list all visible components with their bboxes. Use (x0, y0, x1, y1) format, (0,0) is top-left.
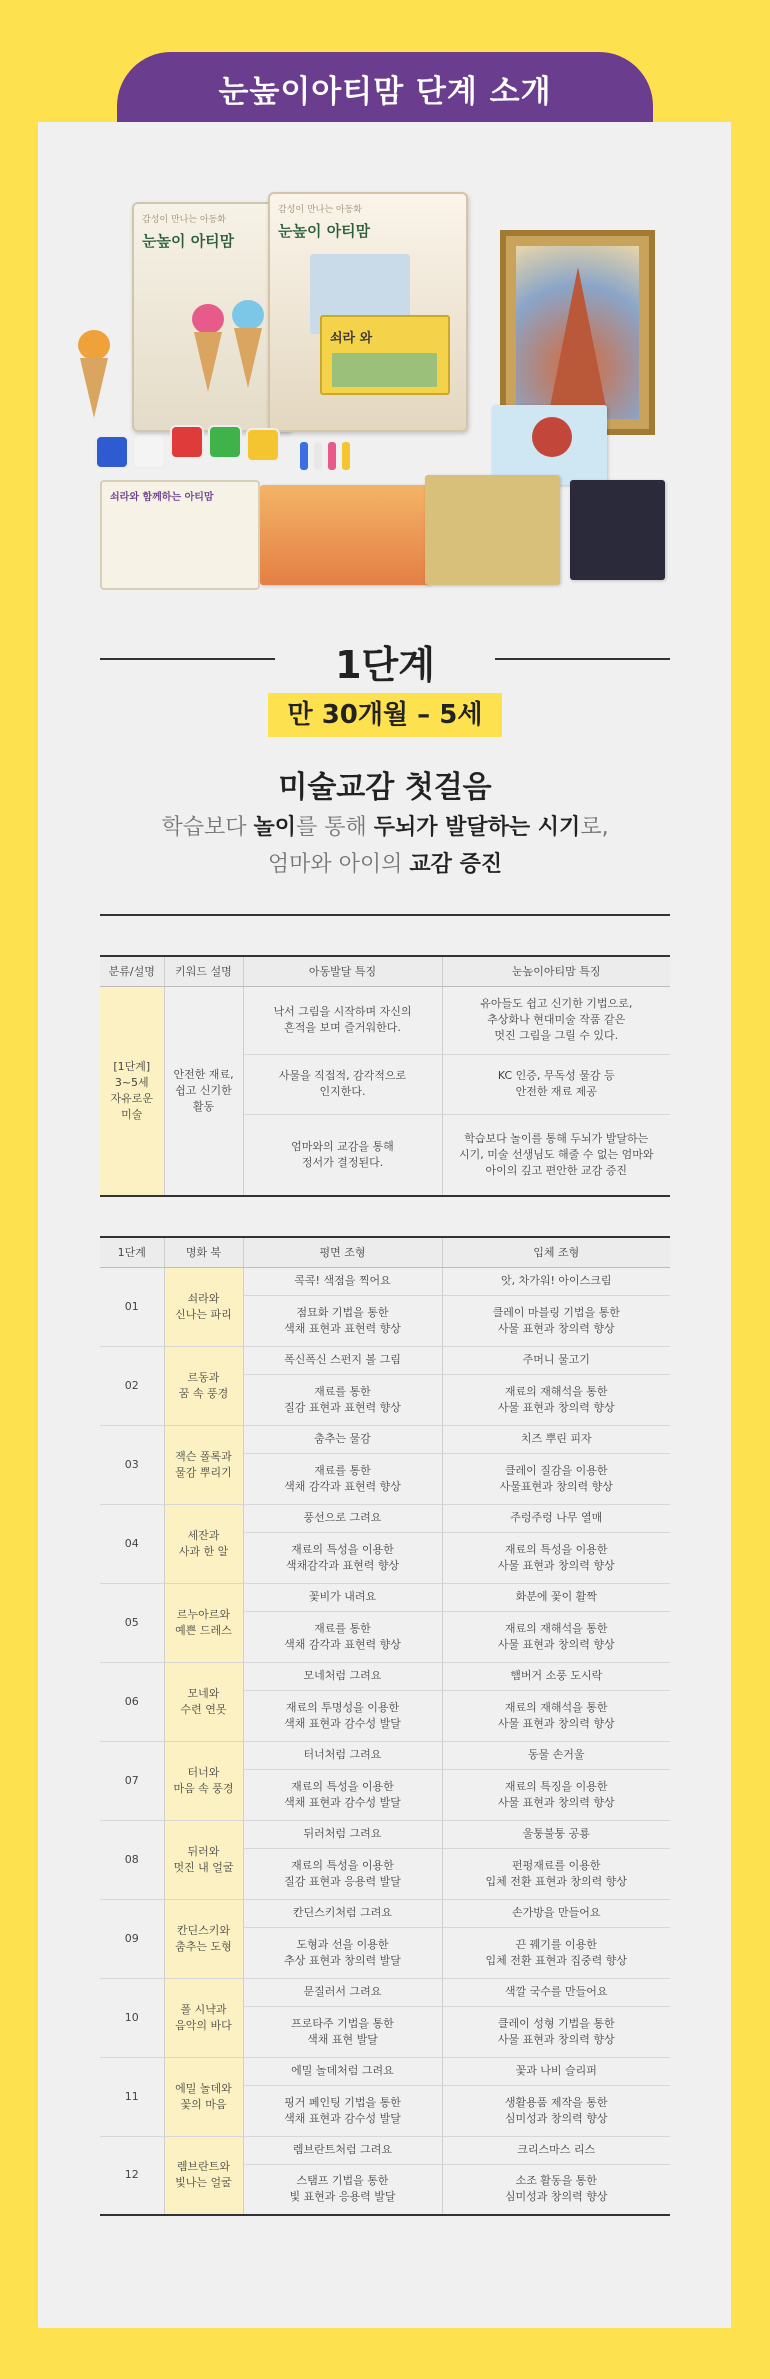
flat-activity-desc: 점묘화 기법을 통한 색채 표현과 표현력 향상 (243, 1295, 442, 1346)
table-row (100, 1346, 670, 1374)
lesson-book: 폴 시냑과 음악의 바다 (164, 1978, 243, 2057)
table-header: 평면 조형 (243, 1237, 442, 1267)
age-badge: 만 30개월 – 5세 (268, 693, 502, 737)
table-header: 입체 조형 (442, 1237, 670, 1267)
ice-cream-cone (194, 332, 222, 392)
night-painting (570, 480, 665, 580)
flat-activity-desc: 재료의 특성을 이용한 색채감각과 표현력 향상 (243, 1532, 442, 1583)
curriculum-table (100, 1236, 670, 2216)
tree-painting (492, 405, 607, 485)
lesson-book: 터너와 마음 속 풍경 (164, 1741, 243, 1820)
solid-activity-desc: 클레이 성형 기법을 통한 사물 표현과 창의력 향상 (442, 2006, 670, 2057)
lesson-number: 05 (100, 1583, 164, 1662)
flat-activity-desc: 재료를 통한 질감 표현과 표현력 향상 (243, 1374, 442, 1425)
table-header: 아동발달 특징 (243, 956, 442, 986)
solid-activity-title: 햄버거 소풍 도시락 (442, 1662, 670, 1690)
table-header: 분류/설명 (100, 956, 164, 986)
paint-jar-blue (95, 435, 129, 469)
ice-cream-scoop (232, 300, 264, 330)
solid-activity-title: 손가방을 만들어요 (442, 1899, 670, 1927)
solid-activity-title: 화분에 꽃이 활짝 (442, 1583, 670, 1611)
lesson-number: 09 (100, 1899, 164, 1978)
lesson-book: 에밀 놀데와 꽃의 마음 (164, 2057, 243, 2136)
solid-activity-title: 주머니 물고기 (442, 1346, 670, 1374)
flat-activity-title: 춤추는 물감 (243, 1425, 442, 1453)
marker-pen (342, 442, 350, 470)
solid-activity-desc: 재료의 재해석을 통한 사물 표현과 창의력 향상 (442, 1690, 670, 1741)
paint-jar-red (170, 425, 204, 459)
table-header: 명화 북 (164, 1237, 243, 1267)
lesson-book: 르누아르와 예쁜 드레스 (164, 1583, 243, 1662)
solid-activity-title: 크리스마스 리스 (442, 2136, 670, 2164)
tower-craft (425, 475, 560, 585)
step-description-2: 엄마와 아이의 교감 증진 (267, 852, 503, 877)
solid-activity-title: 색깔 국수를 만들어요 (442, 1978, 670, 2006)
solid-activity-desc: 클레이 질감을 이용한 사물표현과 창의력 향상 (442, 1453, 670, 1504)
flat-activity-title: 문질러서 그려요 (243, 1978, 442, 2006)
table-row (100, 1741, 670, 1769)
keyword-cell: 안전한 재료, 쉽고 신기한 활동 (164, 986, 243, 1196)
table-row (100, 1504, 670, 1532)
flat-activity-desc: 재료의 특성을 이용한 색채 표현과 감수성 발달 (243, 1769, 442, 1820)
lesson-number: 04 (100, 1504, 164, 1583)
clay-icecream (78, 330, 110, 360)
table-row (100, 1899, 670, 1927)
flat-activity-title: 렘브란트처럼 그려요 (243, 2136, 442, 2164)
solid-activity-desc: 재료의 재해석을 통한 사물 표현과 창의력 향상 (442, 1611, 670, 1662)
lesson-number: 07 (100, 1741, 164, 1820)
package-title: 눈높이 아티맘 (142, 232, 235, 250)
package-subtitle: 감성이 만나는 아동화 (142, 215, 226, 225)
flat-activity-desc: 프로타주 기법을 통한 색채 표현 발달 (243, 2006, 442, 2057)
picture-book (320, 315, 450, 395)
flat-activity-desc: 재료의 투명성을 이용한 색채 표현과 감수성 발달 (243, 1690, 442, 1741)
marker-pen (314, 442, 322, 470)
flat-activity-title: 풍선으로 그려요 (243, 1504, 442, 1532)
table-row (100, 1662, 670, 1690)
table-header-row (100, 1237, 670, 1267)
lesson-book: 렘브란트와 빛나는 얼굴 (164, 2136, 243, 2215)
feature-cell: 학습보다 놀이를 통해 두뇌가 발달하는 시기, 미술 선생님도 해줄 수 없는 엄마와 아이의 깊고 편안한 교감 증진 (442, 1114, 670, 1196)
lesson-number: 10 (100, 1978, 164, 2057)
table-header: 키워드 설명 (164, 956, 243, 986)
flat-activity-title: 콕콕! 색점을 찍어요 (243, 1267, 442, 1295)
solid-activity-title: 치즈 뿌린 피자 (442, 1425, 670, 1453)
table-header: 1단계 (100, 1237, 164, 1267)
package-title: 눈높이 아티맘 (278, 222, 371, 240)
solid-activity-title: 동물 손거울 (442, 1741, 670, 1769)
table-row (100, 2057, 670, 2085)
development-cell: 낙서 그림을 시작하며 자신의 흔적을 보며 즐거워한다. (243, 986, 442, 1054)
flat-activity-desc: 도형과 선을 이용한 추상 표현과 창의력 발달 (243, 1927, 442, 1978)
lesson-number: 12 (100, 2136, 164, 2215)
solid-activity-desc: 클레이 마블링 기법을 통한 사물 표현과 창의력 향상 (442, 1295, 670, 1346)
flat-activity-title: 에밀 놀데처럼 그려요 (243, 2057, 442, 2085)
table-row (100, 1267, 670, 1295)
table-row (100, 1978, 670, 2006)
lesson-book: 칸딘스키와 춤추는 도형 (164, 1899, 243, 1978)
solid-activity-desc: 재료의 재해석을 통한 사물 표현과 창의력 향상 (442, 1374, 670, 1425)
step-title: 1단계 (335, 643, 435, 687)
section-divider (100, 914, 670, 916)
paint-jar-white (132, 435, 166, 469)
step-heading (100, 628, 670, 688)
solid-activity-desc: 재료의 특성을 이용한 사물 표현과 창의력 향상 (442, 1532, 670, 1583)
activity-leaflet (100, 480, 260, 590)
lesson-number: 06 (100, 1662, 164, 1741)
paint-jar-green (208, 425, 242, 459)
feature-cell: KC 인증, 무독성 물감 등 안전한 재료 제공 (442, 1054, 670, 1114)
table-header-row (100, 956, 670, 986)
lesson-number: 01 (100, 1267, 164, 1346)
flat-activity-desc: 재료를 통한 색채 감각과 표현력 향상 (243, 1611, 442, 1662)
lesson-number: 08 (100, 1820, 164, 1899)
flat-activity-title: 터너처럼 그려요 (243, 1741, 442, 1769)
solid-activity-desc: 재료의 특징을 이용한 사물 표현과 창의력 향상 (442, 1769, 670, 1820)
flat-activity-desc: 핑거 페인팅 기법을 통한 색채 표현과 감수성 발달 (243, 2085, 442, 2136)
package-subtitle: 감성이 만나는 아동화 (278, 205, 362, 215)
page-title: 눈높이아티맘 단계 소개 (117, 52, 653, 160)
table-row (100, 986, 670, 1054)
development-cell: 엄마와의 교감을 통해 정서가 결정된다. (243, 1114, 442, 1196)
lesson-number: 11 (100, 2057, 164, 2136)
flat-activity-title: 꽃비가 내려요 (243, 1583, 442, 1611)
sunset-craft (260, 485, 430, 585)
ice-cream-cone (234, 328, 262, 388)
ice-cream-scoop (192, 304, 224, 334)
lesson-book: 쇠라와 신나는 파리 (164, 1267, 243, 1346)
flat-activity-title: 폭신폭신 스펀지 볼 그림 (243, 1346, 442, 1374)
table-row (100, 1820, 670, 1848)
feature-cell: 유아들도 쉽고 신기한 기법으로, 추상화나 현대미술 작품 같은 멋진 그림을 그릴 수 있다. (442, 986, 670, 1054)
flat-activity-title: 칸딘스키처럼 그려요 (243, 1899, 442, 1927)
solid-activity-desc: 소조 활동을 통한 심미성과 창의력 향상 (442, 2164, 670, 2215)
lesson-number: 02 (100, 1346, 164, 1425)
solid-activity-desc: 생활용품 제작을 통한 심미성과 창의력 향상 (442, 2085, 670, 2136)
package-box-2 (268, 192, 468, 432)
solid-activity-title: 주렁주렁 나무 열매 (442, 1504, 670, 1532)
table-header: 눈높이아티맘 특징 (442, 956, 670, 986)
lesson-book: 세잔과 사과 한 알 (164, 1504, 243, 1583)
lesson-book: 모네와 수련 연못 (164, 1662, 243, 1741)
flat-activity-desc: 재료를 통한 색채 감각과 표현력 향상 (243, 1453, 442, 1504)
lesson-book: 잭슨 폴록과 물감 뿌리기 (164, 1425, 243, 1504)
solid-activity-title: 울퉁불퉁 공룡 (442, 1820, 670, 1848)
paint-jar-yellow (246, 428, 280, 462)
solid-activity-desc: 끈 꿰기를 이용한 입체 전환 표현과 집중력 향상 (442, 1927, 670, 1978)
leaflet-title: 쇠라와 함께하는 아티맘 (110, 492, 214, 503)
clay-cone (80, 358, 108, 418)
lesson-number: 03 (100, 1425, 164, 1504)
step-description-1: 학습보다 놀이를 통해 두뇌가 발달하는 시기로, (161, 815, 609, 840)
flat-activity-title: 뒤러처럼 그려요 (243, 1820, 442, 1848)
step-headline: 미술교감 첫걸음 (278, 770, 492, 805)
divider-line-right (495, 658, 670, 660)
category-cell: [1단계] 3~5세 자유로운 미술 (100, 986, 164, 1196)
lesson-book: 뒤러와 멋진 내 얼굴 (164, 1820, 243, 1899)
flat-activity-desc: 스탬프 기법을 통한 빛 표현과 응용력 발달 (243, 2164, 442, 2215)
solid-activity-desc: 펀펑재료를 이용한 입체 전환 표현과 창의력 향상 (442, 1848, 670, 1899)
flat-activity-desc: 재료의 특성을 이용한 질감 표현과 응용력 발달 (243, 1848, 442, 1899)
development-cell: 사물을 직접적, 감각적으로 인지한다. (243, 1054, 442, 1114)
table-row (100, 1425, 670, 1453)
table-row (100, 2136, 670, 2164)
table-row (100, 1583, 670, 1611)
flat-activity-title: 모네처럼 그려요 (243, 1662, 442, 1690)
book-title: 쇠라 와 (330, 331, 373, 346)
solid-activity-title: 앗, 차가워! 아이스크림 (442, 1267, 670, 1295)
curriculum-body (100, 1267, 670, 2215)
lesson-book: 르동과 꿈 속 풍경 (164, 1346, 243, 1425)
marker-pen (328, 442, 336, 470)
marker-pen (300, 442, 308, 470)
solid-activity-title: 꽃과 나비 슬리퍼 (442, 2057, 670, 2085)
product-photo (100, 180, 670, 590)
characteristics-table (100, 955, 670, 1197)
